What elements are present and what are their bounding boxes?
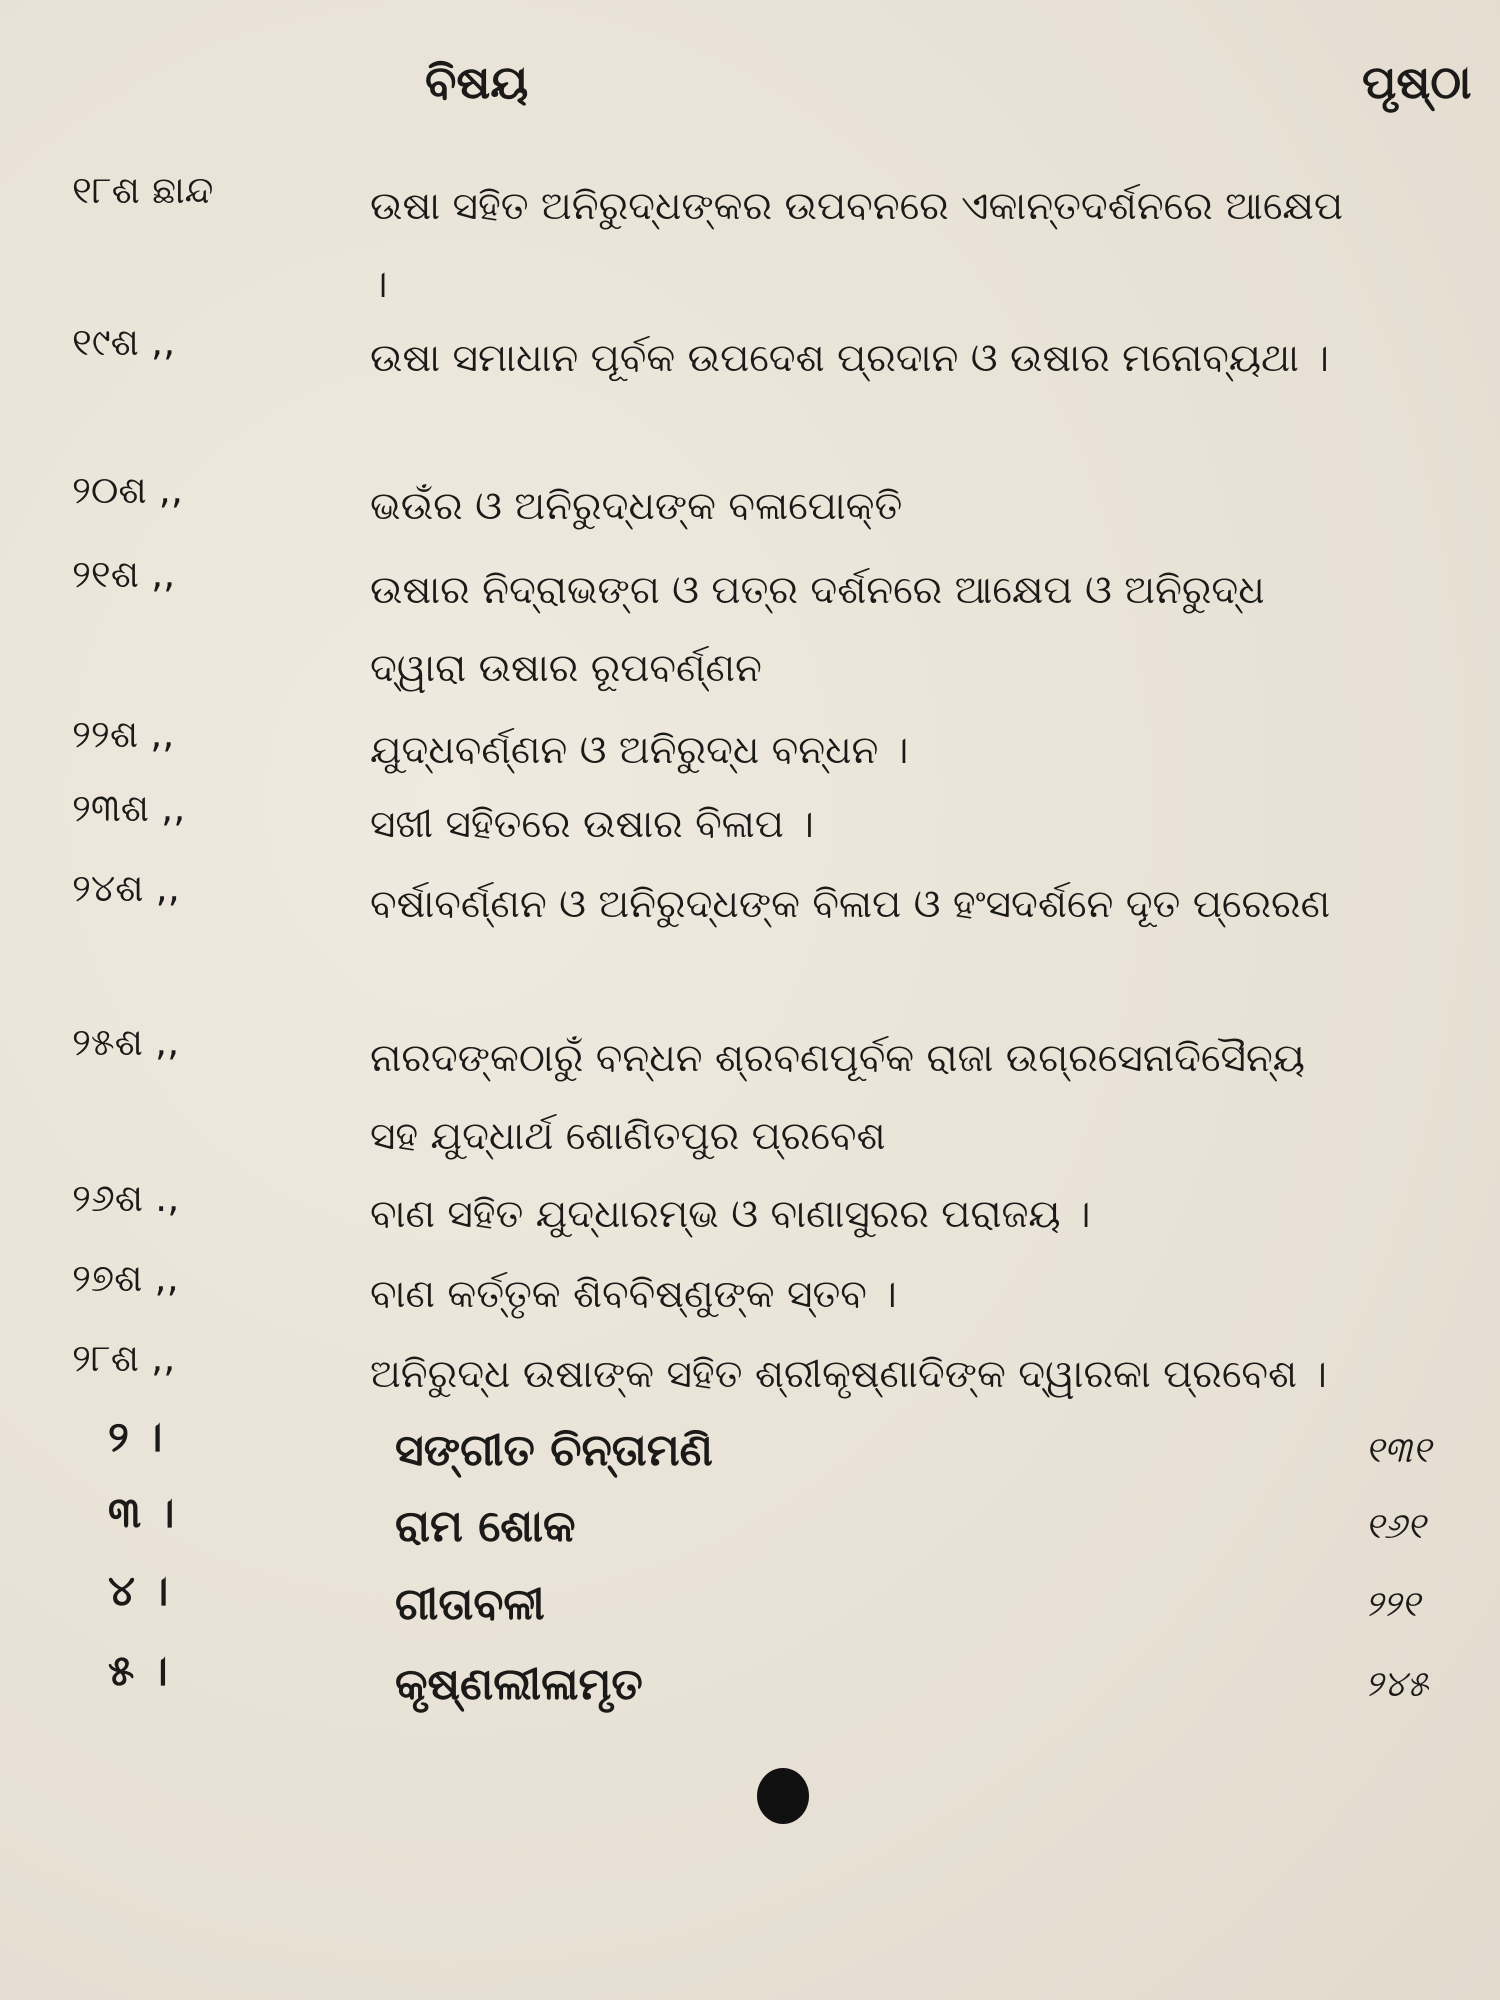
chapter-description: ଯୁଦ୍ଧବର୍ଣ୍ଣନ ଓ ଅନିରୁଦ୍ଧ ବନ୍ଧନ । (370, 728, 909, 773)
section-number: ୪ । (108, 1566, 169, 1615)
list-item (0, 1256, 1500, 1336)
list-item (0, 552, 1500, 691)
section-title: ରାମ ଶୋକ (395, 1501, 576, 1552)
chapter-description: ଉଷାର ନିଦ୍ରାଭଙ୍ଗ ଓ ପତ୍ର ଦର୍ଶନରେ ଆକ୍ଷେପ ଓ ଅନିରୁଦ୍ଧ ଦ୍ୱାରା ଉଷାର ରୂପବର୍ଣ୍ଣନ (370, 568, 1265, 691)
chapter-number: ୨୭ଶ ,, (72, 1256, 179, 1300)
chapter-description: ଭଉଁର ଓ ଅନିରୁଦ୍ଧଙ୍କ ବଳାପୋକ୍ତି (370, 484, 903, 529)
chapter-description: ଉଷା ସହିତ ଅନିରୁଦ୍ଧଙ୍କର ଉପବନରେ ଏକାନ୍ତଦର୍ଶନରେ ଆକ୍ଷେପ । (370, 184, 1344, 307)
chapter-description: ବାଣ କର୍ତ୍ତୃକ ଶିବବିଷ୍ଣୁଙ୍କ ସ୍ତବ । (370, 1272, 897, 1317)
chapter-number: ୨୫ଶ ,, (72, 1020, 180, 1064)
chapter-number: ୧୯ଶ ,, (72, 320, 176, 364)
section-item (0, 1412, 1500, 1492)
subject-column-heading: ବିଷୟ (425, 55, 529, 109)
section-page-number: ୨୪୫ (1365, 1664, 1429, 1705)
section-item (0, 1488, 1500, 1568)
list-item (0, 1020, 1500, 1159)
ink-dot (757, 1768, 809, 1824)
section-number: ୩ । (108, 1488, 175, 1537)
chapter-number: ୨୧ଶ ,, (72, 552, 176, 596)
list-item (0, 320, 1500, 400)
chapter-description: ସଖୀ ସହିତରେ ଉଷାର ବିଳାପ । (370, 802, 814, 847)
list-item (0, 712, 1500, 792)
chapter-number: ୨୩ଶ ,, (72, 786, 186, 830)
section-page-number: ୨୨୧ (1365, 1584, 1420, 1625)
chapter-description: ବର୍ଷାବର୍ଣ୍ଣନ ଓ ଅନିରୁଦ୍ଧଙ୍କ ବିଳାପ ଓ ହଂସଦର୍ଶନେ ଦୂତ ପ୍ରେରଣ (370, 882, 1331, 927)
chapter-description: ନାରଦଙ୍କଠାରୁଁ ବନ୍ଧନ ଶ୍ରବଣପୂର୍ବକ ରାଜା ଉଗ୍ରସେନାଦିସୈନ୍ୟ ସହ ଯୁଦ୍ଧାର୍ଥ ଶୋଣିତପୁର ପ୍ରବେଶ (370, 1036, 1305, 1159)
chapter-number: ୨୨ଶ ,, (72, 712, 175, 756)
chapter-number: ୨୬ଶ ., (72, 1176, 180, 1220)
list-item (0, 866, 1500, 946)
section-title: ଗୀତାବଳୀ (395, 1579, 545, 1630)
chapter-description: ଅନିରୁଦ୍ଧ ଉଷାଙ୍କ ସହିତ ଶ୍ରୀକୃଷ୍ଣାଦିଙ୍କ ଦ୍ୱାରକା ପ୍ରବେଶ । (370, 1352, 1327, 1397)
page-column-heading: ପୃଷ୍ଠା (1362, 55, 1472, 109)
section-number: ୫ । (108, 1646, 168, 1695)
list-item (0, 1336, 1500, 1416)
section-number: ୨ । (108, 1412, 163, 1461)
chapter-number: ୧୮ଶ ଛାନ୍ଦ (72, 168, 214, 212)
list-item (0, 786, 1500, 866)
section-title: କୃଷ୍ଣଲୀଳାମୃତ (395, 1659, 643, 1710)
section-page-number: ୧୬୧ (1365, 1506, 1426, 1547)
chapter-description: ଉଷା ସମାଧାନ ପୂର୍ବକ ଉପଦେଶ ପ୍ରଦାନ ଓ ଉଷାର ମନୋବ୍ୟଥା । (370, 336, 1330, 381)
list-item (0, 168, 1500, 307)
section-title: ସଙ୍ଗୀତ ଚିନ୍ତାମଣି (395, 1425, 713, 1476)
chapter-number: ୨୮ଶ ,, (72, 1336, 176, 1380)
chapter-number: ୨୦ଶ ,, (72, 468, 183, 512)
section-page-number: ୧୩୧ (1365, 1430, 1431, 1471)
chapter-description: ବାଣ ସହିତ ଯୁଦ୍ଧାରମ୍ଭ ଓ ବାଣାସୁରର ପରାଜୟ । (370, 1192, 1091, 1237)
chapter-number: ୨୪ଶ ,, (72, 866, 180, 910)
list-item (0, 468, 1500, 548)
section-item (0, 1646, 1500, 1726)
section-item (0, 1566, 1500, 1646)
list-item (0, 1176, 1500, 1256)
